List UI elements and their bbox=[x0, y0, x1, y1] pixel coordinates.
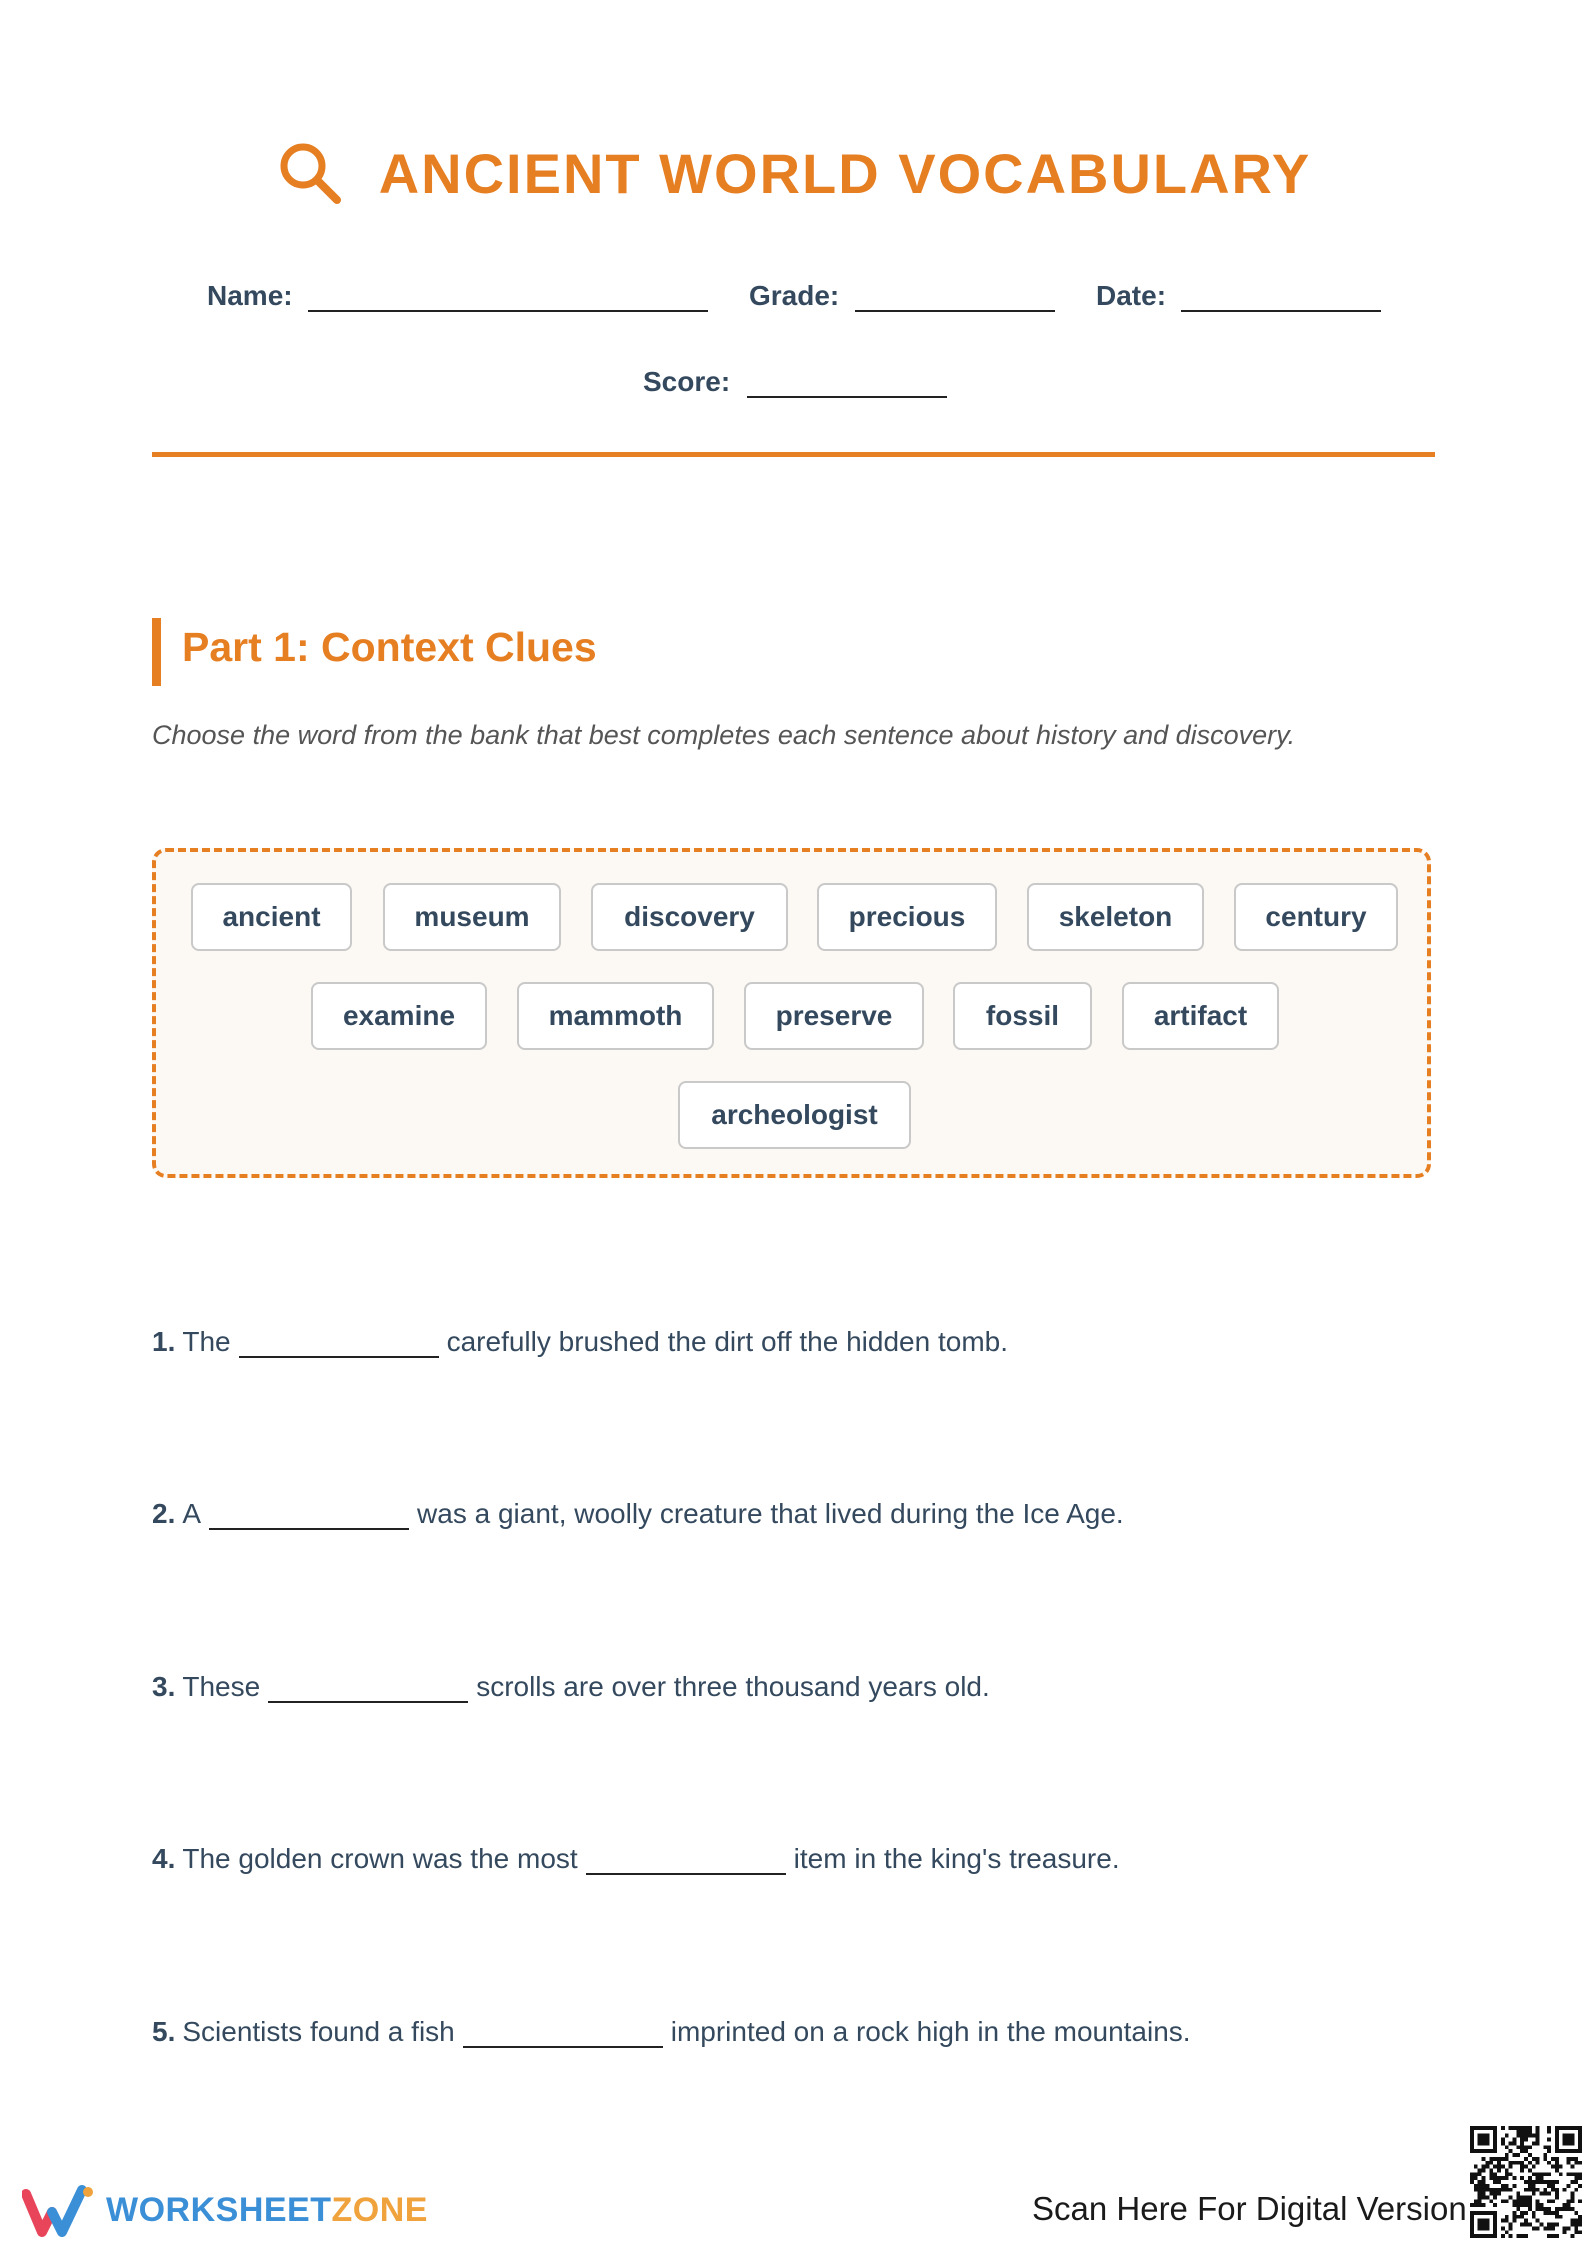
question-text-before: The golden crown was the most bbox=[182, 1843, 578, 1874]
question-text-before: The bbox=[182, 1326, 231, 1357]
answer-blank[interactable] bbox=[239, 1326, 439, 1358]
word-bank-item[interactable]: skeleton bbox=[1027, 883, 1204, 951]
scan-caption: Scan Here For Digital Version bbox=[1032, 2190, 1467, 2227]
question-text-after: scrolls are over three thousand years old. bbox=[476, 1671, 990, 1702]
question-5 bbox=[152, 2016, 1191, 2048]
header-divider bbox=[152, 452, 1435, 457]
section-accent-bar bbox=[152, 618, 161, 686]
question-3 bbox=[152, 1671, 990, 1703]
question-4 bbox=[152, 1843, 1120, 1875]
question-text-before: Scientists found a fish bbox=[182, 2016, 455, 2047]
word-bank-item[interactable]: museum bbox=[383, 883, 561, 951]
answer-blank[interactable] bbox=[586, 1843, 786, 1875]
word-bank-item[interactable]: fossil bbox=[953, 982, 1092, 1050]
question-2 bbox=[152, 1498, 1124, 1530]
word-bank-item[interactable]: artifact bbox=[1122, 982, 1279, 1050]
qr-code-icon[interactable] bbox=[1470, 2126, 1582, 2238]
grade-field[interactable] bbox=[855, 310, 1055, 312]
question-number: 3. bbox=[152, 1671, 176, 1702]
score-label: Score: bbox=[643, 366, 731, 397]
word-bank-item[interactable]: examine bbox=[311, 982, 487, 1050]
question-text-before: These bbox=[182, 1671, 261, 1702]
word-bank-item[interactable]: archeologist bbox=[678, 1081, 911, 1149]
word-bank-item[interactable]: century bbox=[1234, 883, 1398, 951]
word-bank-item[interactable]: discovery bbox=[591, 883, 788, 951]
score-field[interactable] bbox=[747, 396, 947, 398]
footer-logo bbox=[22, 2182, 428, 2238]
question-text-after: carefully brushed the dirt off the hidden tomb. bbox=[446, 1326, 1008, 1357]
name-label: Name: bbox=[207, 280, 293, 311]
grade-label: Grade: bbox=[749, 280, 840, 311]
word-bank-item[interactable]: ancient bbox=[191, 883, 352, 951]
page-title: ANCIENT WORLD VOCABULARY bbox=[378, 141, 1312, 205]
question-number: 2. bbox=[152, 1498, 176, 1529]
answer-blank[interactable] bbox=[268, 1671, 468, 1703]
question-1 bbox=[152, 1326, 1008, 1358]
question-text-after: item in the king's treasure. bbox=[793, 1843, 1120, 1874]
word-bank-item[interactable]: preserve bbox=[744, 982, 924, 1050]
question-number: 5. bbox=[152, 2016, 176, 2047]
magnifier-icon bbox=[277, 140, 343, 206]
name-field[interactable] bbox=[308, 310, 708, 312]
date-label: Date: bbox=[1096, 280, 1167, 311]
word-bank-item[interactable]: precious bbox=[817, 883, 997, 951]
title-row bbox=[0, 140, 1588, 206]
question-text-after: imprinted on a rock high in the mountains. bbox=[670, 2016, 1191, 2047]
question-text-before: A bbox=[182, 1498, 202, 1529]
question-number: 4. bbox=[152, 1843, 176, 1874]
answer-blank[interactable] bbox=[209, 1498, 409, 1530]
word-bank bbox=[152, 848, 1431, 1178]
answer-blank[interactable] bbox=[463, 2016, 663, 2048]
date-field[interactable] bbox=[1181, 310, 1381, 312]
question-text-after: was a giant, woolly creature that lived during the Ice Age. bbox=[417, 1498, 1124, 1529]
section-title: Part 1: Context Clues bbox=[182, 624, 597, 670]
question-number: 1. bbox=[152, 1326, 176, 1357]
worksheetzone-logo-icon bbox=[22, 2182, 96, 2238]
word-bank-item[interactable]: mammoth bbox=[517, 982, 714, 1050]
logo-text: WORKSHEETZONE bbox=[106, 2190, 428, 2229]
instructions: Choose the word from the bank that best completes each sentence about history and discovery. bbox=[152, 720, 1296, 750]
